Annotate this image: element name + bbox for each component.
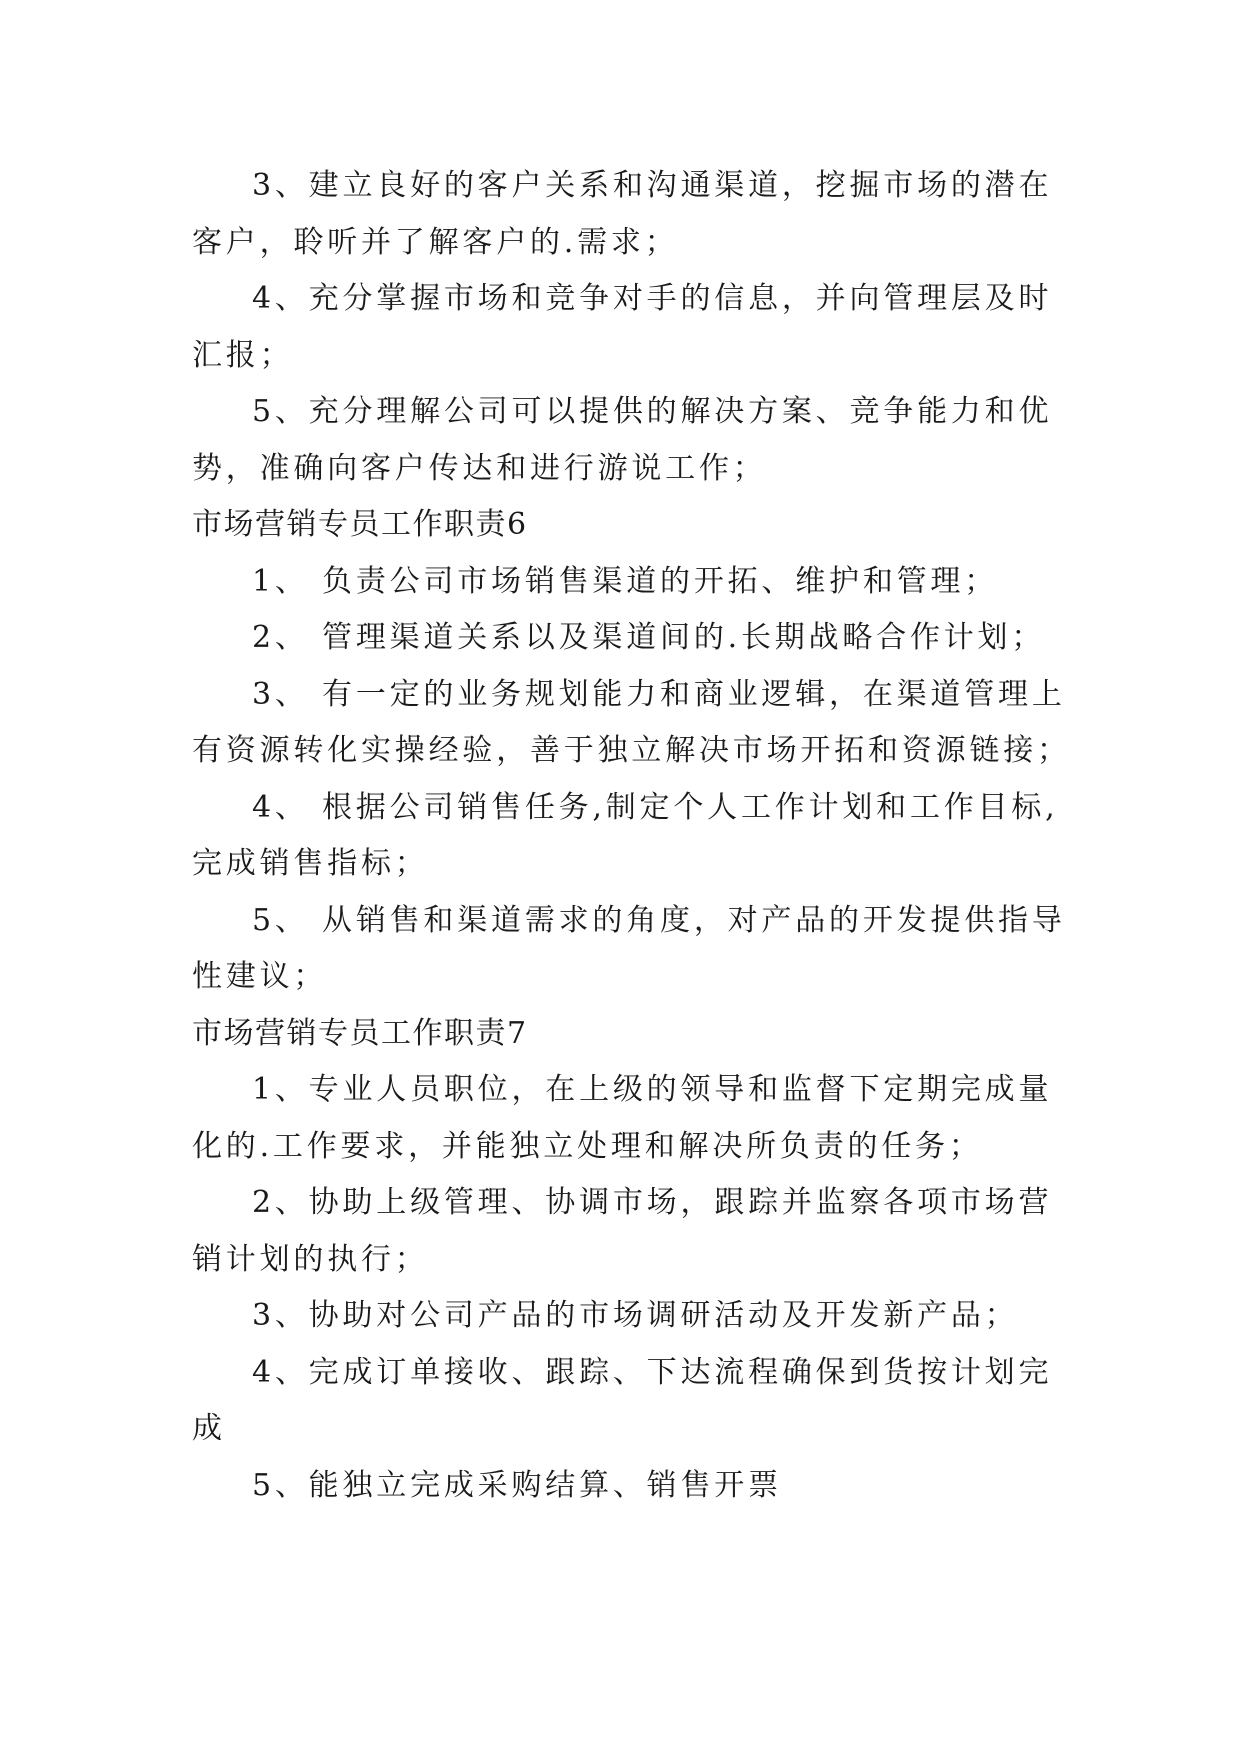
paragraph-line: 销计划的执行；	[192, 1241, 429, 1277]
paragraph-line: 5、 从销售和渠道需求的角度，对产品的开发提供指导	[252, 902, 1066, 938]
paragraph-line: 势，准确向客户传达和进行游说工作；	[192, 450, 767, 486]
paragraph-line: 4、充分掌握市场和竞争对手的信息，并向管理层及时	[252, 281, 1053, 316]
section-heading: 市场营销专员工作职责7	[192, 1015, 528, 1051]
section-heading: 市场营销专员工作职责6	[192, 507, 528, 542]
paragraph-line: 4、完成订单接收、跟踪、下达流程确保到货按计划完	[252, 1354, 1053, 1390]
paragraph-line: 3、 有一定的业务规划能力和商业逻辑，在渠道管理上	[252, 676, 1066, 712]
paragraph-line: 5、能独立完成采购结算、销售开票	[252, 1467, 782, 1503]
paragraph-line: 5、充分理解公司可以提供的解决方案、竞争能力和优	[252, 394, 1053, 429]
paragraph-line: 性建议；	[192, 959, 328, 994]
paragraph-line: 成	[192, 1411, 226, 1446]
paragraph-line: 客户，聆听并了解客户的.需求；	[192, 224, 679, 260]
paragraph-line: 1、 负责公司市场销售渠道的开拓、维护和管理；	[252, 563, 999, 599]
paragraph-line: 2、协助上级管理、协调市场，跟踪并监察各项市场营	[252, 1185, 1053, 1220]
paragraph-line: 化的.工作要求，并能独立处理和解决所负责的任务；	[192, 1128, 983, 1164]
paragraph-line: 3、建立良好的客户关系和沟通渠道，挖掘市场的潜在	[252, 168, 1053, 203]
paragraph-line: 2、 管理渠道关系以及渠道间的.长期战略合作计划；	[252, 620, 1046, 655]
paragraph-line: 1、专业人员职位，在上级的领导和监督下定期完成量	[252, 1072, 1053, 1107]
paragraph-line: 汇报；	[192, 337, 294, 373]
paragraph-line: 有资源转化实操经验，善于独立解决市场开拓和资源链接；	[192, 733, 1071, 768]
paragraph-line: 完成销售指标；	[192, 846, 429, 881]
document-body	[192, 158, 1071, 1514]
paragraph-line: 4、 根据公司销售任务,制定个人工作计划和工作目标,	[252, 789, 1059, 825]
paragraph-line: 3、协助对公司产品的市场调研活动及开发新产品；	[252, 1298, 1019, 1333]
